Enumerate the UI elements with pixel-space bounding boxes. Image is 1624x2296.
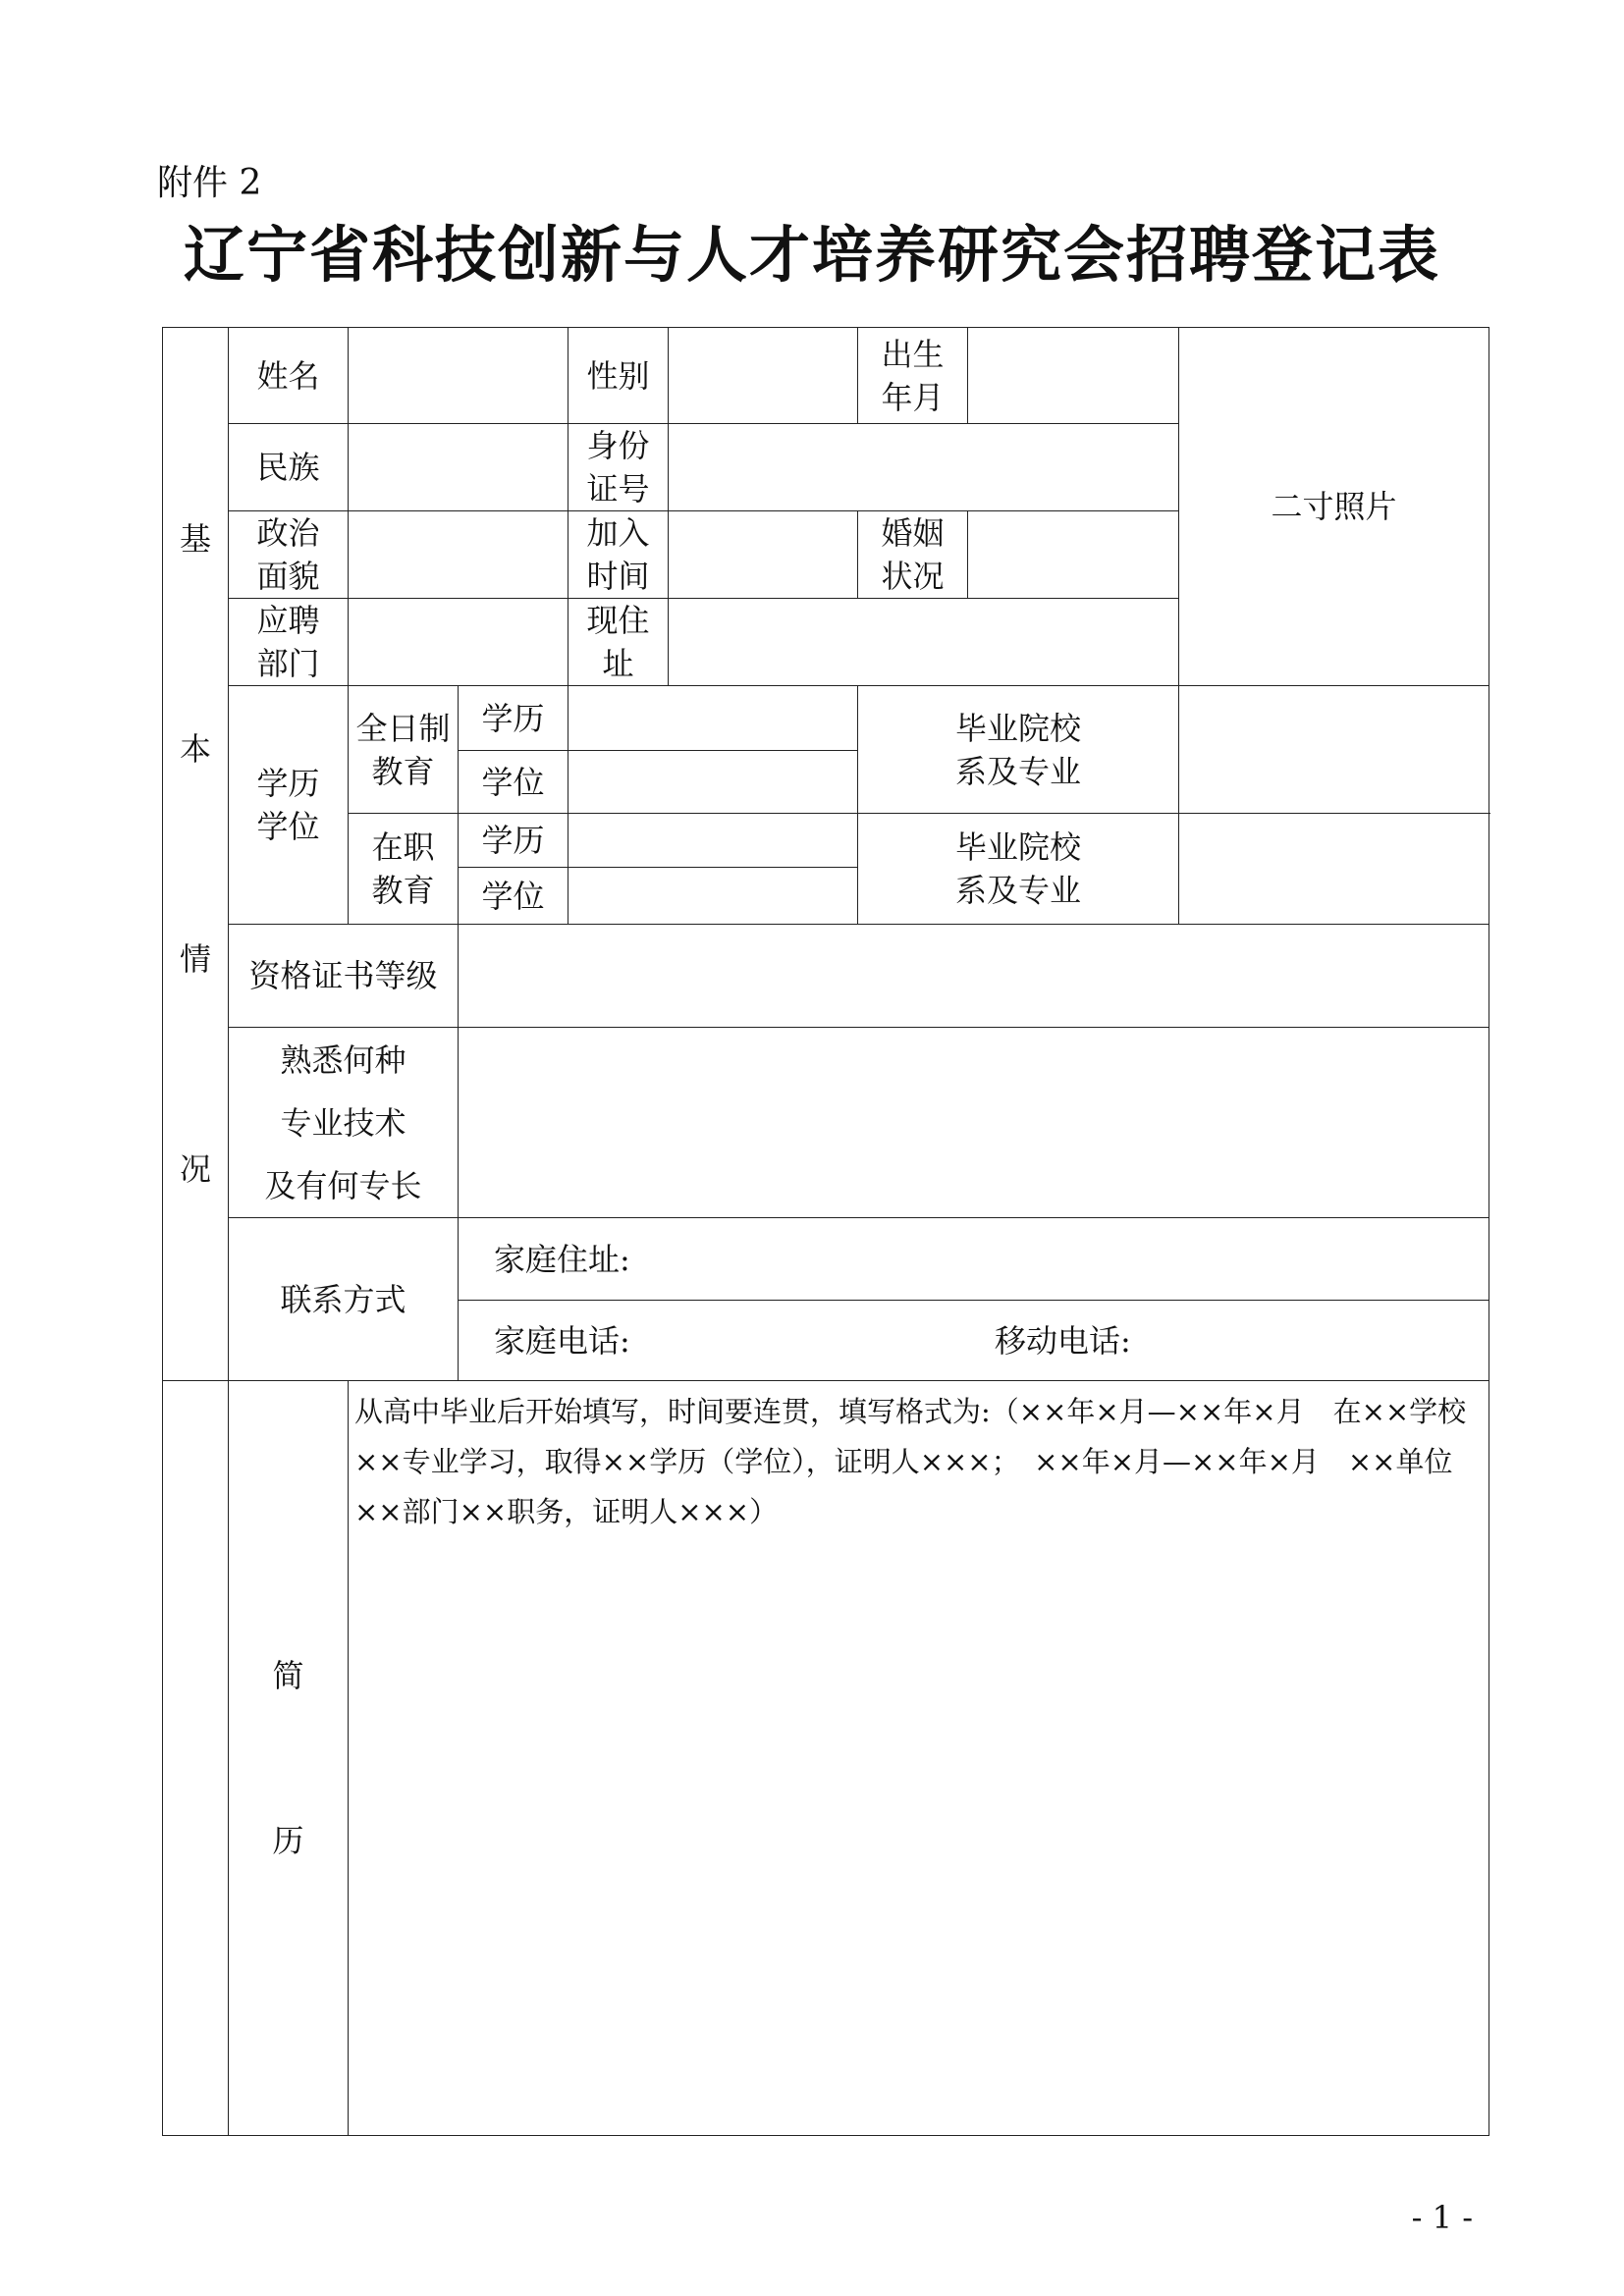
label-skills-line: 及有何专长 [264, 1166, 422, 1204]
field-skills[interactable] [459, 1028, 1489, 1218]
field-fulltime-degree[interactable] [568, 751, 858, 814]
photo-box[interactable]: 二寸照片 [1179, 328, 1489, 686]
label-join-time [568, 511, 669, 599]
attachment-label: 附件 2 [157, 163, 262, 203]
label-edu-degree-text: 学历学位 [256, 765, 320, 845]
label-contact: 联系方式 [229, 1218, 459, 1381]
label-fulltime [349, 686, 459, 814]
label-gender: 性别 [568, 328, 669, 424]
label-name: 姓名 [229, 328, 349, 424]
section-char: 基 [179, 520, 211, 558]
label-inservice-degree: 学位 [459, 868, 568, 925]
label-home-phone: 家庭电话: [494, 1321, 630, 1360]
label-ethnicity: 民族 [229, 424, 349, 511]
label-political-text: 政治面貌 [256, 514, 320, 595]
label-marital [858, 511, 968, 599]
resume-char: 历 [272, 1822, 304, 1859]
label-join-time-text: 加入时间 [586, 514, 650, 595]
registration-form-table [162, 327, 1489, 2136]
field-fulltime-education[interactable] [568, 686, 858, 751]
label-id-number-text: 身份证号 [586, 427, 650, 507]
label-fulltime-school-text: 毕业院校系及专业 [954, 709, 1081, 790]
label-dept-text: 应聘部门 [256, 602, 320, 682]
section-char: 况 [179, 1150, 211, 1188]
section-char: 本 [179, 730, 211, 768]
field-political[interactable] [349, 511, 568, 599]
field-inservice-education[interactable] [568, 814, 858, 868]
label-edu-degree [229, 686, 349, 925]
label-birth-text: 出生年月 [881, 335, 945, 416]
label-dept [229, 599, 349, 686]
section-spacer-resume [163, 1381, 229, 2136]
field-fulltime-school[interactable] [1179, 686, 1489, 814]
field-phones[interactable] [459, 1301, 1489, 1381]
section-label-basic-info [163, 328, 229, 1381]
field-name[interactable] [349, 328, 568, 424]
field-inservice-school[interactable] [1179, 814, 1489, 925]
label-inservice-school [858, 814, 1179, 925]
label-inservice-education: 学历 [459, 814, 568, 868]
label-certificate: 资格证书等级 [229, 925, 459, 1028]
label-marital-text: 婚姻状况 [881, 514, 945, 595]
field-birth[interactable] [968, 328, 1179, 424]
label-address-text: 现住址 [586, 602, 650, 682]
form-title: 辽宁省科技创新与人才培养研究会招聘登记表 [183, 219, 1440, 291]
resume-instruction: 从高中毕业后开始填写，时间要连贯，填写格式为:（××年×月—××年×月 在××学校××专业学习，取得××学历（学位），证明人×××； ××年×月—××年×月 ××单位××部门××职务，证明人×××） [354, 1395, 1467, 1528]
label-inservice [349, 814, 459, 925]
field-inservice-degree[interactable] [568, 868, 858, 925]
label-skills-line: 熟悉何种 [280, 1041, 406, 1079]
label-skills [229, 1028, 459, 1218]
page-number: - 1 - [1411, 2199, 1473, 2236]
label-inservice-text: 在职教育 [371, 828, 435, 909]
field-gender[interactable] [669, 328, 858, 424]
section-char: 情 [179, 940, 211, 978]
field-resume[interactable] [349, 1381, 1489, 2136]
label-fulltime-degree: 学位 [459, 751, 568, 814]
label-fulltime-text: 全日制教育 [355, 709, 451, 790]
field-join-time[interactable] [669, 511, 858, 599]
label-fulltime-school [858, 686, 1179, 814]
field-marital[interactable] [968, 511, 1179, 599]
label-resume [229, 1381, 349, 2136]
field-home-address[interactable] [459, 1218, 1489, 1301]
field-ethnicity[interactable] [349, 424, 568, 511]
field-dept[interactable] [349, 599, 568, 686]
field-id-number[interactable] [669, 424, 1179, 511]
label-inservice-school-text: 毕业院校系及专业 [954, 828, 1081, 909]
resume-char: 简 [272, 1657, 304, 1694]
field-certificate[interactable] [459, 925, 1489, 1028]
label-birth [858, 328, 968, 424]
label-home-address: 家庭住址: [494, 1240, 630, 1278]
field-address[interactable] [669, 599, 1179, 686]
label-address [568, 599, 669, 686]
label-mobile: 移动电话: [995, 1321, 1131, 1360]
label-fulltime-education: 学历 [459, 686, 568, 751]
label-id-number [568, 424, 669, 511]
label-skills-line: 专业技术 [280, 1103, 406, 1142]
label-political [229, 511, 349, 599]
